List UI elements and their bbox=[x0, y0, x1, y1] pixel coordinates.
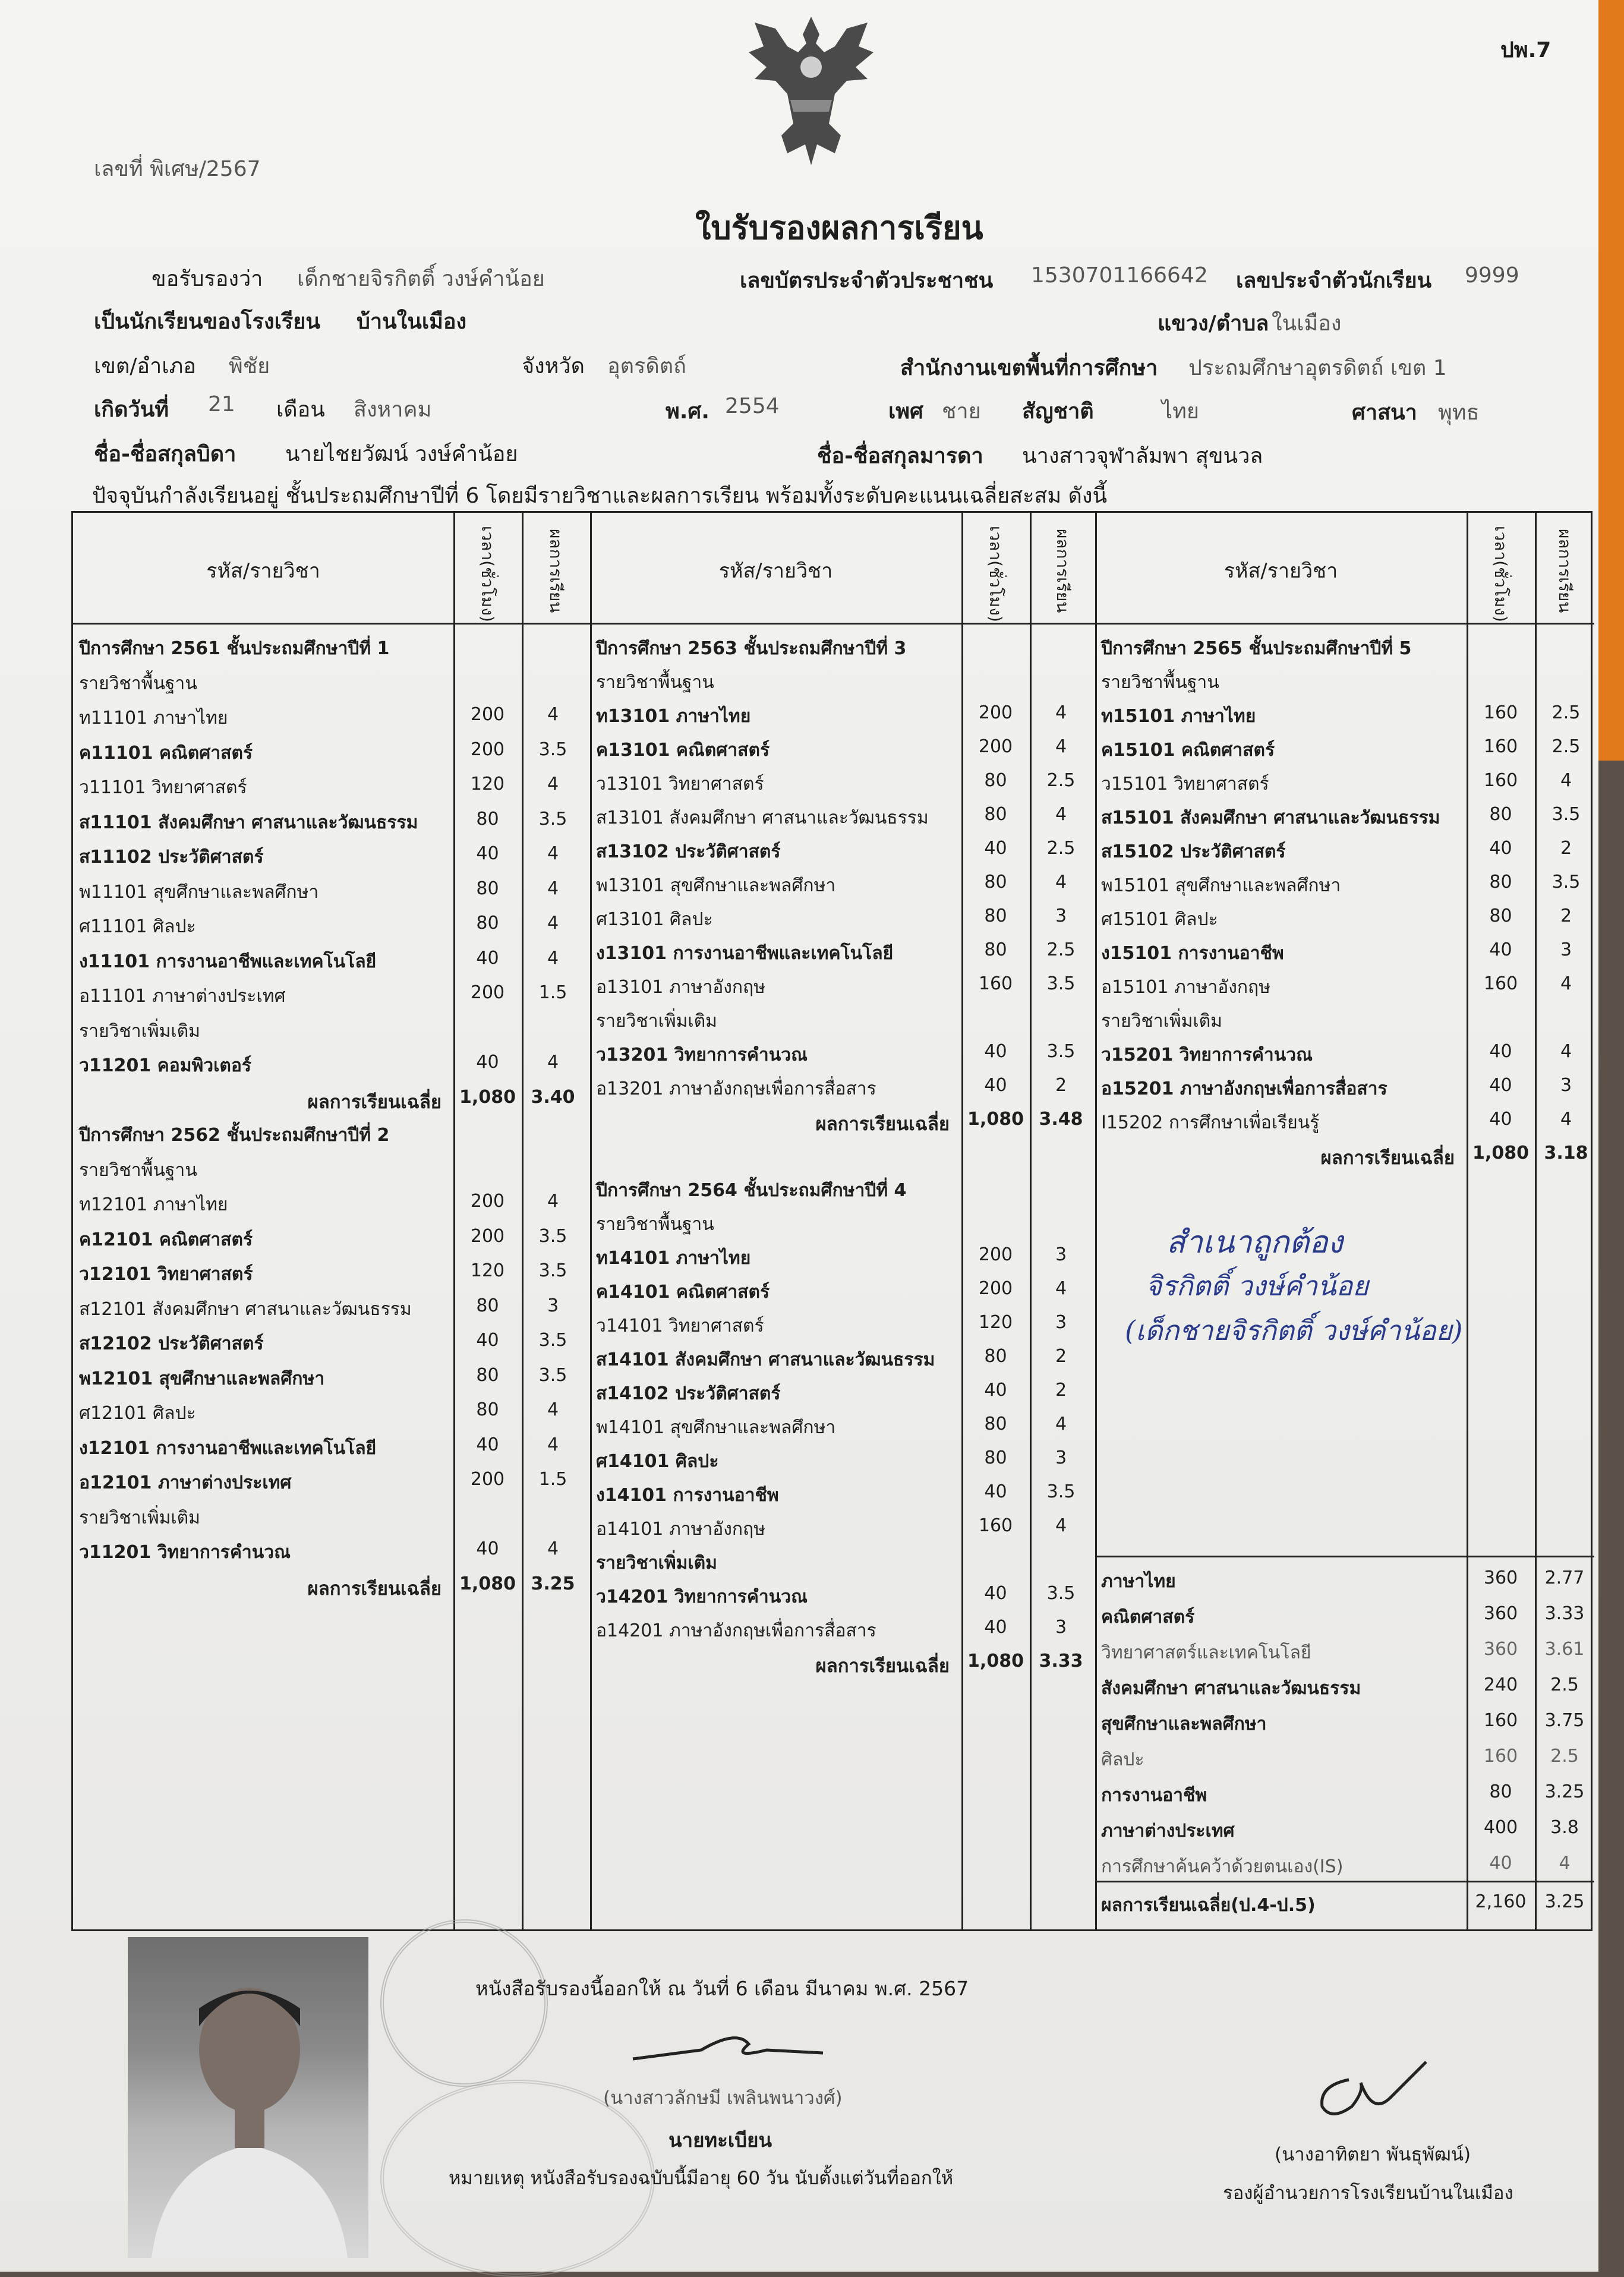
summary-grade: 2.5 bbox=[1550, 1746, 1579, 1767]
student-photo bbox=[128, 1937, 368, 2258]
summary-hours: 400 bbox=[1483, 1817, 1518, 1838]
summary-grade: 2.77 bbox=[1544, 1568, 1585, 1588]
col1-row-grade: 4 bbox=[547, 1399, 559, 1420]
col1-row-label: อ11101 ภาษาต่างประเทศ bbox=[79, 986, 286, 1007]
col2-row-hours: 40 bbox=[984, 1041, 1007, 1062]
summary-subject: ภาษาไทย bbox=[1101, 1571, 1176, 1592]
certificate-number: เลขที่ พิเศษ/2567 bbox=[94, 157, 261, 181]
nationality-label: สัญชาติ bbox=[1022, 399, 1094, 424]
col3-row-hours: 160 bbox=[1483, 770, 1518, 791]
col1-row-label: รายวิชาเพิ่มเติม bbox=[79, 1020, 200, 1042]
col2-row-grade: 3.5 bbox=[1046, 1041, 1076, 1062]
col2-row-grade: 2 bbox=[1055, 1346, 1067, 1367]
col1-row-hours: 200 bbox=[470, 1191, 505, 1212]
col1-row-label: ศ12101 ศิลปะ bbox=[79, 1403, 196, 1424]
col1-row-hours: 120 bbox=[470, 1260, 505, 1281]
father-label: ชื่อ-ชื่อสกุลบิดา bbox=[94, 442, 236, 466]
col2-row-hours: 200 bbox=[978, 702, 1013, 723]
header-grade-2: ผลการเรียน bbox=[1053, 529, 1073, 613]
nationality-value: ไทย bbox=[1162, 399, 1199, 424]
header-hours-3: เวลา(ชั่วโมง) bbox=[1491, 526, 1511, 622]
summary-grade: 3.25 bbox=[1544, 1781, 1585, 1802]
col2-row-grade: 2.5 bbox=[1046, 770, 1076, 791]
school-label: เป็นนักเรียนของโรงเรียน bbox=[94, 310, 320, 334]
col1-row-grade: 4 bbox=[547, 704, 559, 725]
summary-hours: 240 bbox=[1483, 1674, 1518, 1695]
col2-row-hours: 160 bbox=[978, 973, 1013, 994]
area-label: สำนักงานเขตพื้นที่การศึกษา bbox=[900, 356, 1158, 380]
summary-subject: การงานอาชีพ bbox=[1101, 1785, 1207, 1806]
summary-hours: 160 bbox=[1483, 1710, 1518, 1731]
col2-row-hours: 80 bbox=[984, 1414, 1007, 1434]
col3-row-grade: 2 bbox=[1560, 906, 1572, 926]
id-card-label: เลขบัตรประจำตัวประชาชน bbox=[740, 269, 994, 293]
col2-row-grade: 3.33 bbox=[1039, 1651, 1083, 1672]
director-title: รองผู้อำนวยการโรงเรียนบ้านในเมือง bbox=[1223, 2183, 1513, 2204]
col1-row-hours: 40 bbox=[476, 1330, 499, 1351]
validity-note: หมายเหตุ หนังสือรับรองฉบับนี้มีอายุ 60 วัน นับตั้งแต่วันที่ออกให้ bbox=[449, 2168, 954, 2189]
col1-row-label: ค11101 คณิตศาสตร์ bbox=[79, 742, 253, 764]
header-subject-3: รหัส/รายวิชา bbox=[1223, 559, 1338, 583]
col2-row-hours: 120 bbox=[978, 1312, 1013, 1333]
col1-row-label: ว11201 วิทยาการคำนวณ bbox=[79, 1542, 291, 1563]
province-label: จังหวัด bbox=[522, 354, 585, 379]
registrar-title: นายทะเบียน bbox=[668, 2128, 772, 2152]
col2-row-hours: 1,080 bbox=[967, 1109, 1024, 1130]
col2-row-label: ว14201 วิทยาการคำนวณ bbox=[596, 1587, 808, 1607]
col2-row-hours: 80 bbox=[984, 804, 1007, 825]
col3-row-label: ท15101 ภาษาไทย bbox=[1101, 706, 1256, 727]
col2-row-label: ว14101 วิทยาศาสตร์ bbox=[596, 1316, 764, 1336]
col2-row-label: ส13101 สังคมศึกษา ศาสนาและวัฒนธรรม bbox=[596, 808, 929, 828]
summary-subject: ศิลปะ bbox=[1101, 1749, 1144, 1770]
sex-label: เพศ bbox=[888, 399, 923, 424]
col2-row-grade: 2.5 bbox=[1046, 838, 1076, 859]
col2-row-hours: 40 bbox=[984, 1583, 1007, 1604]
summary-hours: 360 bbox=[1483, 1639, 1518, 1660]
col3-row-hours: 160 bbox=[1483, 702, 1518, 723]
col2-row-label: ศ13101 ศิลปะ bbox=[596, 909, 713, 930]
col2-row-hours: 80 bbox=[984, 906, 1007, 926]
col1-row-grade: 3.5 bbox=[538, 739, 567, 760]
summary-grade: 3.61 bbox=[1544, 1639, 1585, 1660]
registrar-signature bbox=[630, 2026, 826, 2068]
col3-row-grade: 3 bbox=[1560, 939, 1572, 960]
col3-row-hours: 40 bbox=[1489, 1109, 1512, 1130]
id-card-value: 1530701166642 bbox=[1031, 263, 1208, 288]
summary-subject: สังคมศึกษา ศาสนาและวัฒนธรรม bbox=[1101, 1678, 1361, 1699]
col1-row-label: ส11102 ประวัติศาสตร์ bbox=[79, 847, 264, 868]
col2-row-grade: 3 bbox=[1055, 1447, 1067, 1468]
col2-row-label: ปีการศึกษา 2564 ชั้นประถมศึกษาปีที่ 4 bbox=[596, 1180, 907, 1201]
col1-row-grade: 4 bbox=[547, 1191, 559, 1212]
col3-row-grade: 2.5 bbox=[1552, 702, 1581, 723]
col3-row-grade: 3.18 bbox=[1544, 1143, 1588, 1163]
col1-row-grade: 4 bbox=[547, 1434, 559, 1455]
col3-row-hours: 160 bbox=[1483, 736, 1518, 757]
col1-row-hours: 200 bbox=[470, 982, 505, 1003]
col1-row-grade: 3.25 bbox=[531, 1573, 575, 1594]
col3-row-label: I15202 การศึกษาเพื่อเรียนรู้ bbox=[1101, 1112, 1320, 1133]
summary-subject: คณิตศาสตร์ bbox=[1101, 1607, 1195, 1628]
district-label: เขต/อำเภอ bbox=[94, 354, 196, 379]
col1-row-hours: 120 bbox=[470, 774, 505, 794]
col2-row-grade: 4 bbox=[1055, 872, 1067, 892]
col2-row-grade: 3.5 bbox=[1046, 1583, 1076, 1604]
handwriting-line-2: จิรกิตติ์ วงษ์คำน้อย bbox=[1146, 1270, 1369, 1302]
col2-row-hours: 80 bbox=[984, 1346, 1007, 1367]
certify-label: ขอรับรองว่า bbox=[152, 267, 263, 291]
col1-row-label: พ12101 สุขศึกษาและพลศึกษา bbox=[79, 1368, 325, 1389]
area-value: ประถมศึกษาอุตรดิตถ์ เขต 1 bbox=[1188, 356, 1447, 380]
col1-row-label: รายวิชาพื้นฐาน bbox=[79, 673, 197, 694]
col3-row-label: ง15101 การงานอาชีพ bbox=[1101, 943, 1284, 964]
col3-row-label: ผลการเรียนเฉลี่ย bbox=[1320, 1147, 1455, 1169]
col2-row-label: ส14102 ประวัติศาสตร์ bbox=[596, 1383, 781, 1404]
col1-row-hours: 1,080 bbox=[459, 1573, 516, 1594]
col2-row-label: อ13201 ภาษาอังกฤษเพื่อการสื่อสาร bbox=[596, 1078, 876, 1099]
student-name: เด็กชายจิรกิตติ์ วงษ์คำน้อย bbox=[297, 267, 545, 291]
district-value: พิชัย bbox=[229, 354, 270, 379]
col1-row-grade: 4 bbox=[547, 947, 559, 969]
col2-row-hours: 40 bbox=[984, 1075, 1007, 1096]
religion-value: พุทธ bbox=[1438, 400, 1480, 425]
summary-total-label: ผลการเรียนเฉลี่ย(ป.4-ป.5) bbox=[1101, 1895, 1316, 1916]
mother-value: นางสาวจุฬาลัมพา สุขนวล bbox=[1022, 444, 1263, 468]
col1-row-label: ส11101 สังคมศึกษา ศาสนาและวัฒนธรรม bbox=[79, 812, 418, 833]
col1-row-grade: 1.5 bbox=[538, 982, 567, 1003]
col3-row-hours: 40 bbox=[1489, 1041, 1512, 1062]
summary-subject: สุขศึกษาและพลศึกษา bbox=[1101, 1714, 1267, 1734]
col2-row-label: อ14201 ภาษาอังกฤษเพื่อการสื่อสาร bbox=[596, 1620, 876, 1641]
garuda-emblem-icon bbox=[746, 11, 876, 171]
col1-row-label: ง11101 การงานอาชีพและเทคโนโลยี bbox=[79, 951, 377, 972]
col3-row-label: อ15101 ภาษาอังกฤษ bbox=[1101, 977, 1270, 998]
col3-row-grade: 3.5 bbox=[1552, 804, 1581, 825]
col2-row-grade: 3 bbox=[1055, 1617, 1067, 1638]
col2-row-label: ค13101 คณิตศาสตร์ bbox=[596, 740, 770, 761]
summary-hours: 360 bbox=[1483, 1603, 1518, 1624]
col2-row-grade: 4 bbox=[1055, 736, 1067, 757]
col3-row-label: พ15101 สุขศึกษาและพลศึกษา bbox=[1101, 875, 1341, 896]
col1-row-hours: 80 bbox=[476, 1364, 499, 1386]
col1-row-label: ท12101 ภาษาไทย bbox=[79, 1194, 228, 1215]
col2-row-grade: 2 bbox=[1055, 1380, 1067, 1401]
registrar-name: (นางสาวลักษมี เพลินพนาวงศ์) bbox=[603, 2087, 843, 2109]
summary-hours: 40 bbox=[1489, 1853, 1512, 1874]
summary-subject: ภาษาต่างประเทศ bbox=[1101, 1821, 1235, 1841]
summary-grade: 3.33 bbox=[1544, 1603, 1585, 1624]
col2-row-grade: 3 bbox=[1055, 1312, 1067, 1333]
col1-row-label: ผลการเรียนเฉลี่ย bbox=[307, 1578, 442, 1600]
col1-row-label: ว11201 คอมพิวเตอร์ bbox=[79, 1055, 252, 1076]
col2-row-label: อ13101 ภาษาอังกฤษ bbox=[596, 977, 765, 998]
col2-row-label: ผลการเรียนเฉลี่ย bbox=[815, 1655, 950, 1677]
doc-code: ปพ.7 bbox=[1500, 38, 1552, 62]
col2-row-label: ง13101 การงานอาชีพและเทคโนโลยี bbox=[596, 943, 894, 964]
col2-row-grade: 3.5 bbox=[1046, 1481, 1076, 1502]
religion-label: ศาสนา bbox=[1352, 400, 1417, 425]
col2-row-grade: 4 bbox=[1055, 1515, 1067, 1536]
father-value: นายไชยวัฒน์ วงษ์คำน้อย bbox=[285, 442, 518, 466]
col3-row-hours: 40 bbox=[1489, 838, 1512, 859]
summary-grade: 4 bbox=[1559, 1853, 1571, 1874]
col1-row-grade: 3.5 bbox=[538, 1225, 567, 1247]
col2-row-hours: 80 bbox=[984, 872, 1007, 892]
col1-row-label: ว11101 วิทยาศาสตร์ bbox=[79, 777, 247, 798]
col3-row-label: ศ15101 ศิลปะ bbox=[1101, 909, 1218, 930]
col1-row-hours: 200 bbox=[470, 739, 505, 760]
col1-row-grade: 4 bbox=[547, 1538, 559, 1559]
col3-row-label: ส15102 ประวัติศาสตร์ bbox=[1101, 841, 1286, 862]
col2-row-hours: 40 bbox=[984, 1380, 1007, 1401]
col2-row-label: รายวิชาพื้นฐาน bbox=[596, 672, 714, 693]
col2-row-label: ส14101 สังคมศึกษา ศาสนาและวัฒนธรรม bbox=[596, 1349, 935, 1370]
col3-row-grade: 4 bbox=[1560, 1041, 1572, 1062]
col2-row-grade: 4 bbox=[1055, 1414, 1067, 1434]
col1-row-grade: 4 bbox=[547, 774, 559, 794]
col3-row-label: ว15201 วิทยาการคำนวณ bbox=[1101, 1045, 1313, 1065]
page-title: ใบรับรองผลการเรียน bbox=[695, 209, 983, 247]
col1-row-grade: 4 bbox=[547, 913, 559, 933]
col2-row-grade: 4 bbox=[1055, 702, 1067, 723]
col1-row-hours: 80 bbox=[476, 808, 499, 830]
col2-row-label: ค14101 คณิตศาสตร์ bbox=[596, 1282, 770, 1303]
header-hours-1: เวลา(ชั่วโมง) bbox=[478, 526, 497, 622]
col2-row-grade: 2.5 bbox=[1046, 939, 1076, 960]
sex-value: ชาย bbox=[942, 399, 981, 424]
col1-row-grade: 3.5 bbox=[538, 1260, 567, 1281]
col2-row-label: ท13101 ภาษาไทย bbox=[596, 706, 751, 727]
director-name: (นางอาทิตยา พันธุพัฒน์) bbox=[1275, 2144, 1471, 2165]
col1-row-hours: 40 bbox=[476, 947, 499, 969]
col2-row-label: รายวิชาพื้นฐาน bbox=[596, 1214, 714, 1235]
col2-row-label: รายวิชาเพิ่มเติม bbox=[596, 1553, 717, 1573]
col3-row-grade: 4 bbox=[1560, 770, 1572, 791]
grade-table bbox=[71, 511, 1593, 1931]
col3-row-grade: 4 bbox=[1560, 1109, 1572, 1130]
col3-row-grade: 4 bbox=[1560, 973, 1572, 994]
col2-row-hours: 40 bbox=[984, 838, 1007, 859]
col1-row-hours: 80 bbox=[476, 1399, 499, 1420]
summary-grade: 3.75 bbox=[1544, 1710, 1585, 1731]
col3-row-grade: 3 bbox=[1560, 1075, 1572, 1096]
col2-row-label: ง14101 การงานอาชีพ bbox=[596, 1485, 779, 1506]
header-grade-1: ผลการเรียน bbox=[546, 529, 566, 613]
summary-subject: การศึกษาค้นคว้าด้วยตนเอง(IS) bbox=[1101, 1856, 1344, 1877]
handwriting-line-1: สำเนาถูกต้อง bbox=[1166, 1225, 1343, 1260]
col2-row-hours: 200 bbox=[978, 736, 1013, 757]
col3-row-label: ส15101 สังคมศึกษา ศาสนาและวัฒนธรรม bbox=[1101, 808, 1440, 828]
col2-row-hours: 80 bbox=[984, 770, 1007, 791]
col1-row-grade: 3.40 bbox=[531, 1086, 575, 1108]
col2-row-grade: 3 bbox=[1055, 906, 1067, 926]
col2-row-label: รายวิชาเพิ่มเติม bbox=[596, 1011, 717, 1032]
birth-month-value: สิงหาคม bbox=[354, 398, 432, 422]
col1-row-label: ท11101 ภาษาไทย bbox=[79, 708, 228, 728]
col1-row-hours: 200 bbox=[470, 1225, 505, 1247]
province-value: อุตรดิตถ์ bbox=[607, 354, 686, 379]
col1-row-hours: 80 bbox=[476, 878, 499, 899]
header-subject-2: รหัส/รายวิชา bbox=[718, 559, 833, 583]
col3-row-label: รายวิชาเพิ่มเติม bbox=[1101, 1011, 1222, 1032]
col3-row-hours: 1,080 bbox=[1472, 1143, 1529, 1163]
col2-row-grade: 2 bbox=[1055, 1075, 1067, 1096]
col1-row-hours: 80 bbox=[476, 913, 499, 933]
col2-row-label: ท14101 ภาษาไทย bbox=[596, 1248, 751, 1269]
col1-row-grade: 3.5 bbox=[538, 808, 567, 830]
col1-row-hours: 40 bbox=[476, 1434, 499, 1455]
header-grade-3: ผลการเรียน bbox=[1555, 529, 1575, 613]
birth-month-label: เดือน bbox=[276, 398, 325, 422]
col1-row-hours: 200 bbox=[470, 704, 505, 725]
summary-hours: 360 bbox=[1483, 1568, 1518, 1588]
col2-row-grade: 3 bbox=[1055, 1244, 1067, 1265]
subdistrict-value: ในเมือง bbox=[1272, 311, 1342, 336]
col2-row-hours: 160 bbox=[978, 1515, 1013, 1536]
header-subject-1: รหัส/รายวิชา bbox=[206, 559, 320, 583]
col3-row-hours: 40 bbox=[1489, 939, 1512, 960]
col2-row-grade: 4 bbox=[1055, 804, 1067, 825]
col1-row-label: อ12101 ภาษาต่างประเทศ bbox=[79, 1472, 292, 1493]
col1-row-label: ค12101 คณิตศาสตร์ bbox=[79, 1229, 253, 1250]
summary-grade: 2.5 bbox=[1550, 1674, 1579, 1695]
col1-row-label: รายวิชาเพิ่มเติม bbox=[79, 1507, 200, 1528]
col3-row-label: รายวิชาพื้นฐาน bbox=[1101, 672, 1219, 693]
col2-row-hours: 40 bbox=[984, 1617, 1007, 1638]
col3-row-hours: 80 bbox=[1489, 906, 1512, 926]
director-signature bbox=[1307, 2056, 1444, 2127]
summary-hours: 160 bbox=[1483, 1746, 1518, 1767]
col2-row-hours: 80 bbox=[984, 939, 1007, 960]
birth-year-label: พ.ศ. bbox=[666, 399, 709, 424]
col1-row-label: ศ11101 ศิลปะ bbox=[79, 916, 196, 937]
col2-row-label: ว13201 วิทยาการคำนวณ bbox=[596, 1045, 808, 1065]
col2-row-label: อ14101 ภาษาอังกฤษ bbox=[596, 1519, 765, 1540]
col3-row-grade: 3.5 bbox=[1552, 872, 1581, 892]
col3-row-hours: 40 bbox=[1489, 1075, 1512, 1096]
col3-row-label: ปีการศึกษา 2565 ชั้นประถมศึกษาปีที่ 5 bbox=[1101, 638, 1412, 659]
issue-date: หนังสือรับรองนี้ออกให้ ณ วันที่ 6 เดือน มีนาคม พ.ศ. 2567 bbox=[475, 1977, 969, 2000]
col1-row-label: ส12102 ประวัติศาสตร์ bbox=[79, 1333, 264, 1354]
col2-row-hours: 1,080 bbox=[967, 1651, 1024, 1672]
col2-row-hours: 80 bbox=[984, 1447, 1007, 1468]
col2-row-label: ปีการศึกษา 2563 ชั้นประถมศึกษาปีที่ 3 bbox=[596, 638, 907, 659]
col3-row-label: ว15101 วิทยาศาสตร์ bbox=[1101, 774, 1269, 794]
col1-row-hours: 40 bbox=[476, 843, 499, 864]
col1-row-label: ปีการศึกษา 2562 ชั้นประถมศึกษาปีที่ 2 bbox=[79, 1125, 390, 1146]
col1-row-label: ผลการเรียนเฉลี่ย bbox=[307, 1091, 442, 1113]
col3-row-label: ค15101 คณิตศาสตร์ bbox=[1101, 740, 1275, 761]
birth-day-value: 21 bbox=[208, 392, 235, 417]
current-study: ปัจจุบันกำลังเรียนอยู่ ชั้นประถมศึกษาปีที่ 6 โดยมีรายวิชาและผลการเรียน พร้อมทั้งระดับคะแนนเฉลี่ยสะสม ดังนี้ bbox=[92, 484, 1108, 508]
summary-subject: วิทยาศาสตร์และเทคโนโลยี bbox=[1101, 1642, 1311, 1663]
summary-total-grade: 3.25 bbox=[1544, 1891, 1585, 1912]
col1-row-grade: 4 bbox=[547, 1052, 559, 1073]
school-value: บ้านในเมือง bbox=[357, 310, 467, 334]
student-no-label: เลขประจำตัวนักเรียน bbox=[1236, 269, 1432, 293]
col2-row-hours: 200 bbox=[978, 1278, 1013, 1299]
header-hours-2: เวลา(ชั่วโมง) bbox=[986, 526, 1005, 622]
col3-row-hours: 160 bbox=[1483, 973, 1518, 994]
col1-row-hours: 200 bbox=[470, 1469, 505, 1490]
col3-row-label: อ15201 ภาษาอังกฤษเพื่อการสื่อสาร bbox=[1101, 1078, 1388, 1099]
col2-row-label: ส13102 ประวัติศาสตร์ bbox=[596, 841, 781, 862]
col1-row-grade: 4 bbox=[547, 843, 559, 864]
col3-row-hours: 80 bbox=[1489, 804, 1512, 825]
summary-total-hours: 2,160 bbox=[1475, 1891, 1527, 1912]
col2-row-label: พ14101 สุขศึกษาและพลศึกษา bbox=[596, 1417, 836, 1438]
col2-row-label: ศ14101 ศิลปะ bbox=[596, 1451, 719, 1472]
col2-row-label: พ13101 สุขศึกษาและพลศึกษา bbox=[596, 875, 836, 896]
col1-row-grade: 1.5 bbox=[538, 1469, 567, 1490]
col2-row-grade: 3.48 bbox=[1039, 1109, 1083, 1130]
col1-row-label: ว12101 วิทยาศาสตร์ bbox=[79, 1264, 253, 1285]
subdistrict-label: แขวง/ตำบล bbox=[1158, 311, 1269, 336]
col1-row-hours: 80 bbox=[476, 1295, 499, 1316]
col1-row-grade: 4 bbox=[547, 878, 559, 899]
col1-row-label: ปีการศึกษา 2561 ชั้นประถมศึกษาปีที่ 1 bbox=[79, 638, 390, 659]
col1-row-label: ส12101 สังคมศึกษา ศาสนาและวัฒนธรรม bbox=[79, 1298, 412, 1320]
student-no-value: 9999 bbox=[1465, 263, 1519, 288]
col2-row-grade: 3.5 bbox=[1046, 973, 1076, 994]
col1-row-grade: 3.5 bbox=[538, 1330, 567, 1351]
col2-row-hours: 40 bbox=[984, 1481, 1007, 1502]
col3-row-grade: 2.5 bbox=[1552, 736, 1581, 757]
handwriting-line-3: (เด็กชายจิรกิตติ์ วงษ์คำน้อย) bbox=[1125, 1314, 1463, 1346]
col1-row-grade: 3 bbox=[547, 1295, 559, 1316]
summary-grade: 3.8 bbox=[1550, 1817, 1579, 1838]
summary-hours: 80 bbox=[1489, 1781, 1512, 1802]
col1-row-hours: 1,080 bbox=[459, 1086, 516, 1108]
col2-row-grade: 4 bbox=[1055, 1278, 1067, 1299]
col1-row-label: รายวิชาพื้นฐาน bbox=[79, 1159, 197, 1181]
col2-row-label: ผลการเรียนเฉลี่ย bbox=[815, 1114, 950, 1135]
col3-row-grade: 2 bbox=[1560, 838, 1572, 859]
col1-row-hours: 40 bbox=[476, 1052, 499, 1073]
mother-label: ชื่อ-ชื่อสกุลมารดา bbox=[817, 444, 983, 468]
birth-day-label: เกิดวันที่ bbox=[94, 398, 169, 422]
col2-row-label: ว13101 วิทยาศาสตร์ bbox=[596, 774, 764, 794]
col1-row-label: ง12101 การงานอาชีพและเทคโนโลยี bbox=[79, 1437, 377, 1459]
col1-row-grade: 3.5 bbox=[538, 1364, 567, 1386]
birth-year-value: 2554 bbox=[725, 394, 780, 418]
col3-row-hours: 80 bbox=[1489, 872, 1512, 892]
col2-row-hours: 200 bbox=[978, 1244, 1013, 1265]
col1-row-hours: 40 bbox=[476, 1538, 499, 1559]
col1-row-label: พ11101 สุขศึกษาและพลศึกษา bbox=[79, 881, 319, 903]
